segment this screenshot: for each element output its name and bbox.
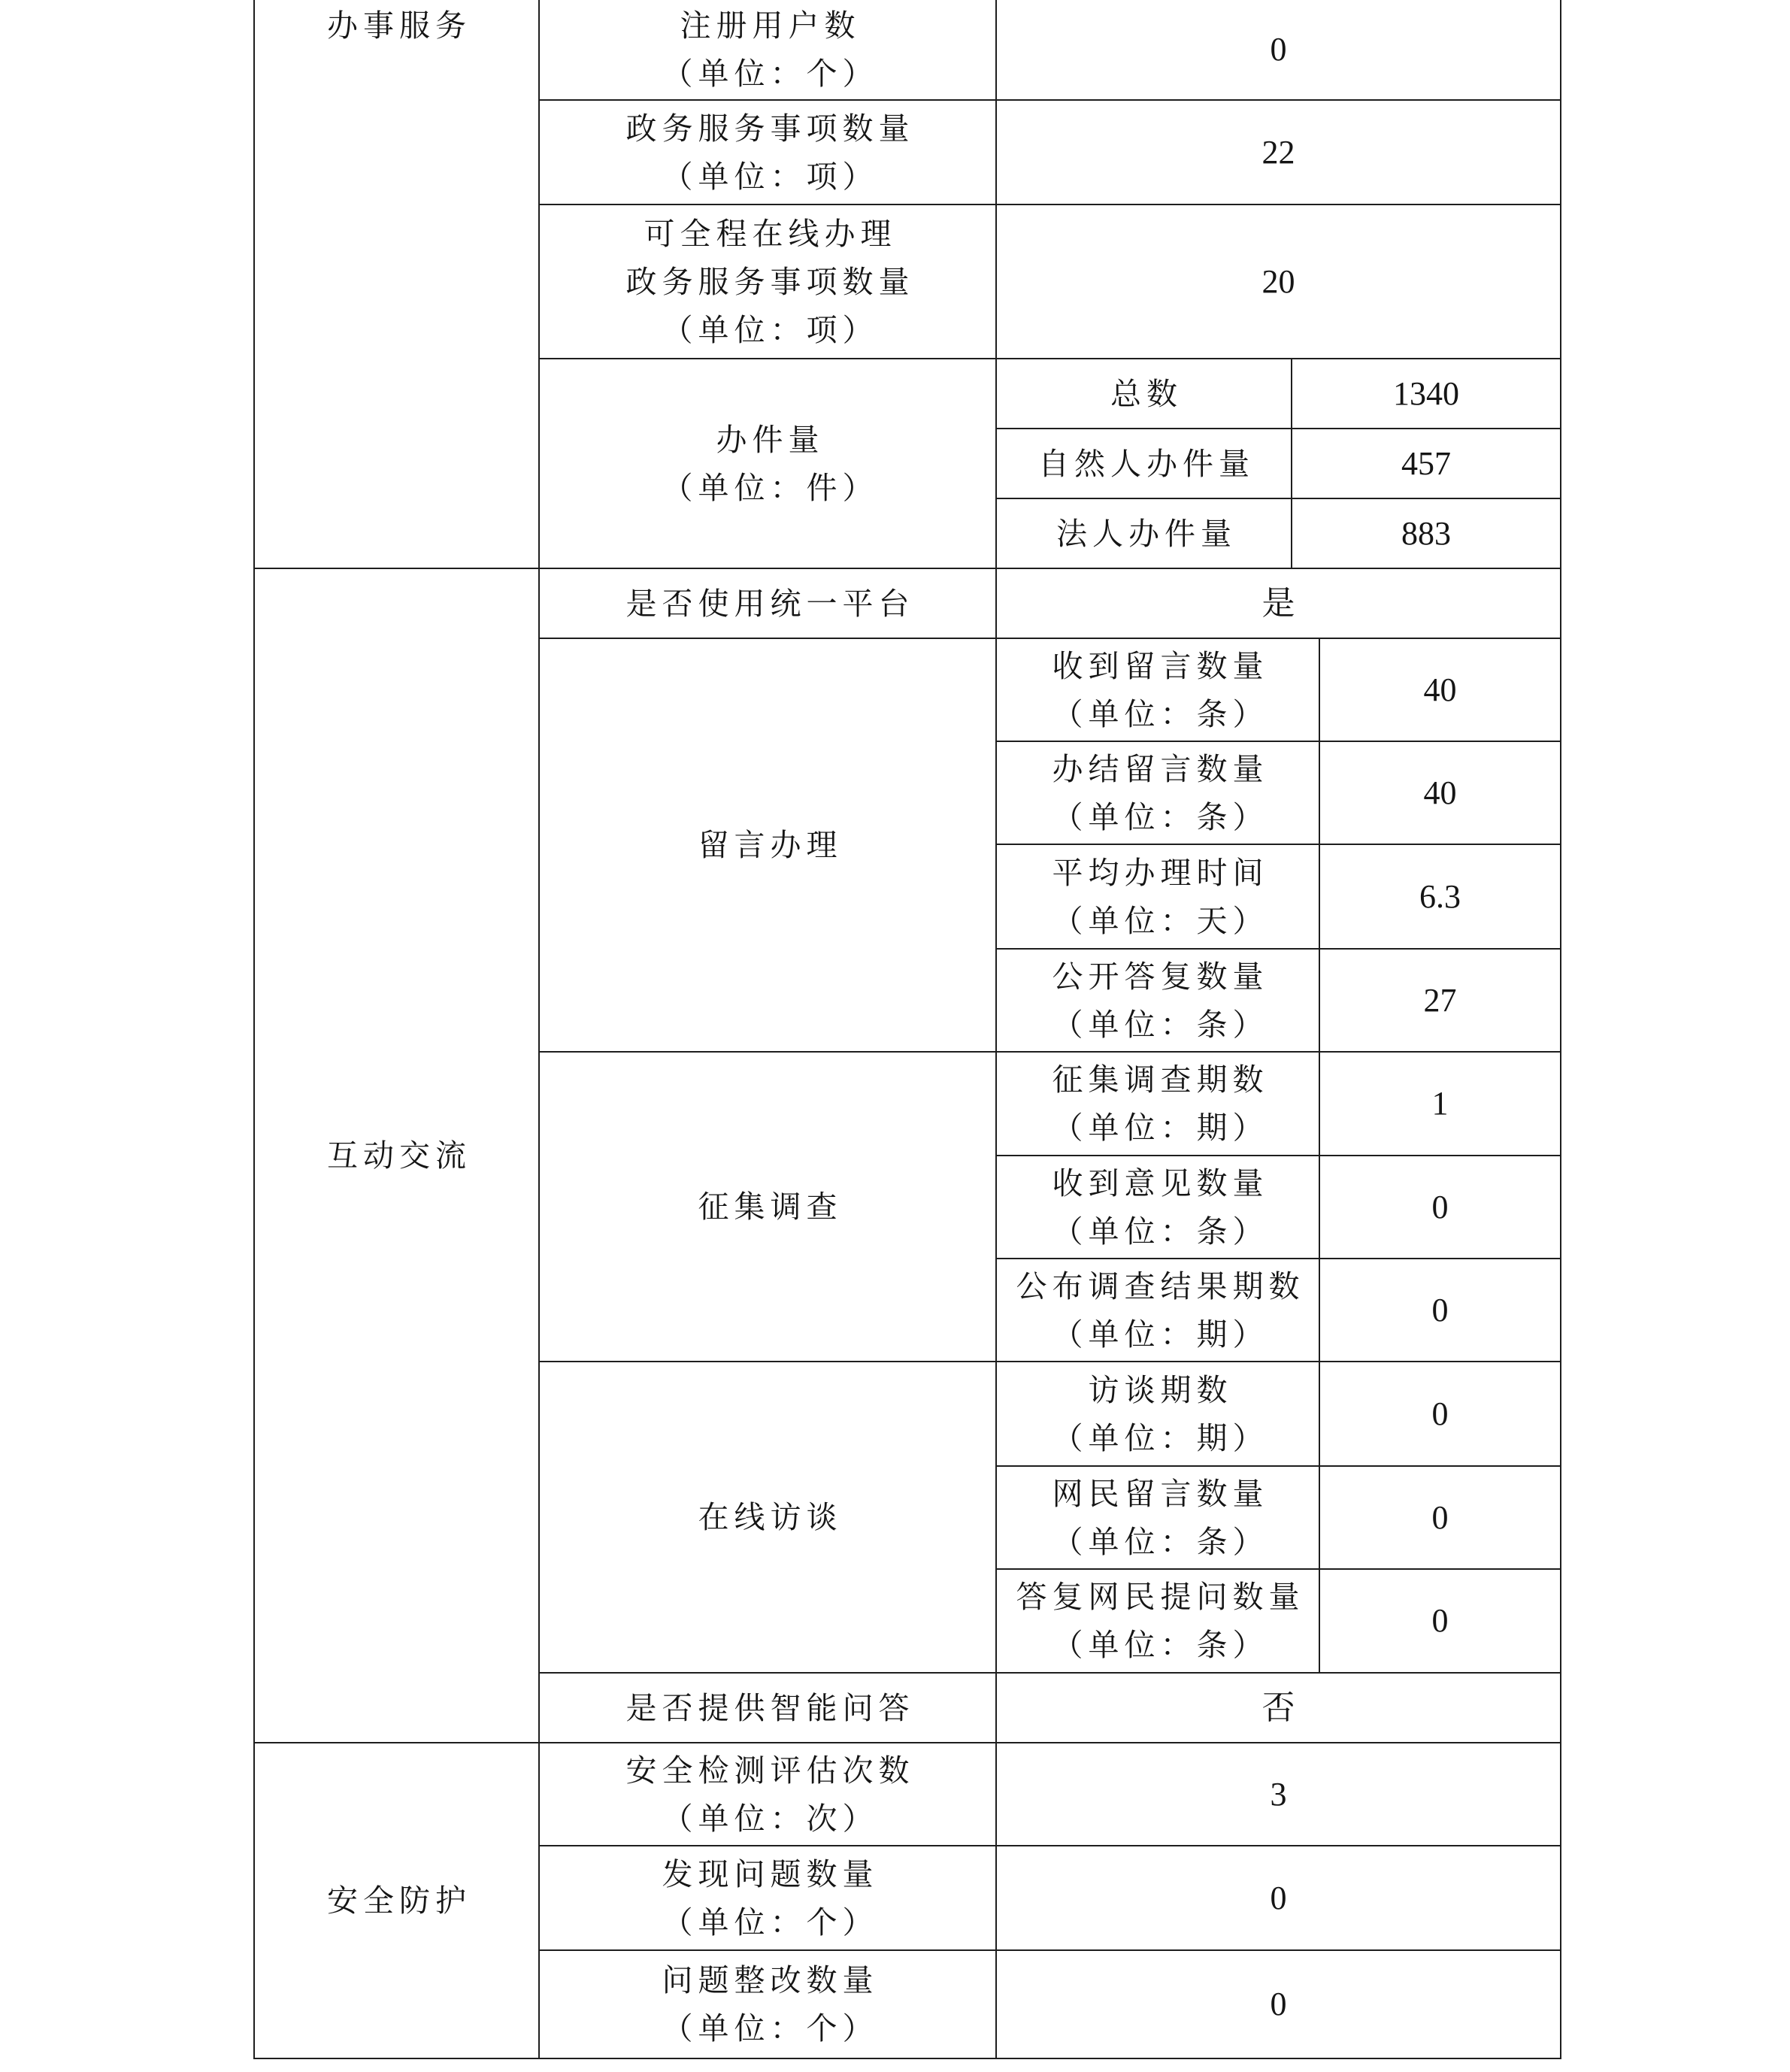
- label-line: 平均办理时间: [1052, 855, 1269, 890]
- cases-total-value: 1340: [1292, 359, 1561, 429]
- cases-legal-person-label: 法人办件量: [996, 498, 1292, 568]
- section-title: 互动交流: [327, 1138, 471, 1173]
- cases-natural-person-label: 自然人办件量: [996, 429, 1292, 498]
- interviews-replies-label: [996, 1569, 1319, 1673]
- label-line: （单位：期）: [1052, 1316, 1269, 1352]
- label-line: 答复网民提问数量: [1016, 1580, 1305, 1614]
- security-issues-fixed-label: [539, 1950, 996, 2058]
- statistics-table: [253, 0, 1561, 2059]
- label-line: （单位：期）: [1052, 1420, 1269, 1456]
- security-issues-fixed-value: 0: [996, 1950, 1561, 2058]
- label-line: （单位：项）: [662, 159, 879, 194]
- cases-total-label: 总数: [996, 359, 1292, 429]
- service-items-label: [539, 100, 996, 204]
- section-interaction: [254, 568, 539, 1743]
- label-line: 办件量: [716, 422, 825, 457]
- label-line: 问题整改数量: [662, 1963, 879, 1998]
- label-line: 访谈期数: [1088, 1372, 1233, 1407]
- interviews-replies-value: 0: [1319, 1569, 1561, 1673]
- section-title: 安全防护: [327, 1883, 471, 1918]
- table-row: [254, 1743, 1561, 1846]
- label-line: （单位：条）: [1052, 1007, 1269, 1042]
- section-title: 办事服务: [327, 8, 471, 43]
- interviews-messages-value: 0: [1319, 1466, 1561, 1569]
- label-line: （单位：期）: [1052, 1110, 1269, 1145]
- cases-natural-person-value: 457: [1292, 429, 1561, 498]
- security-checks-label: [539, 1743, 996, 1846]
- label-line: （单位：条）: [1052, 799, 1269, 835]
- cases-label: [539, 359, 996, 568]
- unified-platform-value: 是: [996, 568, 1561, 638]
- registered-users-label: [539, 0, 996, 100]
- interviews-messages-label: [996, 1466, 1319, 1569]
- section-service: [254, 0, 539, 568]
- label-line: （单位：个）: [662, 2011, 879, 2046]
- messages-avg-time-value: 6.3: [1319, 844, 1561, 949]
- smart-qa-value: 否: [996, 1673, 1561, 1743]
- label-line: 安全检测评估次数: [625, 1752, 915, 1788]
- service-items-value: 22: [996, 100, 1561, 204]
- label-line: （单位：条）: [1052, 1213, 1269, 1249]
- messages-received-value: 40: [1319, 638, 1561, 741]
- label-line: （单位：条）: [1052, 1524, 1269, 1559]
- interviews-periods-value: 0: [1319, 1362, 1561, 1466]
- label-line: 征集调查期数: [1052, 1062, 1269, 1097]
- unified-platform-label: 是否使用统一平台: [539, 568, 996, 638]
- surveys-group-label: 征集调查: [539, 1052, 996, 1362]
- label-line: 公布调查结果期数: [1016, 1268, 1305, 1304]
- label-line: 公开答复数量: [1052, 959, 1269, 994]
- label-line: （单位：条）: [1052, 1628, 1269, 1662]
- label-line: 网民留言数量: [1052, 1476, 1269, 1511]
- interviews-periods-label: [996, 1362, 1319, 1466]
- surveys-periods-label: [996, 1052, 1319, 1156]
- label-line: （单位：次）: [662, 1801, 879, 1836]
- label-line: （单位：项）: [662, 312, 879, 347]
- surveys-opinions-value: 0: [1319, 1156, 1561, 1259]
- messages-closed-value: 40: [1319, 741, 1561, 844]
- security-issues-found-label: [539, 1846, 996, 1950]
- messages-public-replies-value: 27: [1319, 949, 1561, 1052]
- label-line: 发现问题数量: [662, 1856, 879, 1892]
- cases-legal-person-value: 883: [1292, 498, 1561, 568]
- label-line: 注册用户数: [680, 8, 861, 43]
- label-line: （单位：件）: [662, 470, 879, 505]
- label-line: 收到留言数量: [1052, 648, 1269, 683]
- section-security: [254, 1743, 539, 2058]
- label-line: 政务服务事项数量: [625, 264, 915, 299]
- surveys-results-value: 0: [1319, 1259, 1561, 1362]
- online-items-value: 20: [996, 204, 1561, 359]
- label-line: （单位：个）: [662, 1904, 879, 1940]
- table-row: [254, 568, 1561, 638]
- surveys-results-label: [996, 1259, 1319, 1362]
- security-issues-found-value: 0: [996, 1846, 1561, 1950]
- surveys-periods-value: 1: [1319, 1052, 1561, 1156]
- messages-group-label: 留言办理: [539, 638, 996, 1052]
- messages-closed-label: [996, 741, 1319, 844]
- registered-users-value: 0: [996, 0, 1561, 100]
- online-items-label: [539, 204, 996, 359]
- interviews-group-label: 在线访谈: [539, 1362, 996, 1673]
- table-row: [254, 0, 1561, 100]
- messages-received-label: [996, 638, 1319, 741]
- label-line: （单位：天）: [1052, 903, 1269, 938]
- label-line: 可全程在线办理: [644, 216, 897, 251]
- surveys-opinions-label: [996, 1156, 1319, 1259]
- label-line: 办结留言数量: [1052, 751, 1269, 786]
- label-line: （单位：条）: [1052, 696, 1269, 732]
- messages-avg-time-label: [996, 844, 1319, 949]
- label-line: （单位：个）: [662, 56, 879, 91]
- security-checks-value: 3: [996, 1743, 1561, 1846]
- label-line: 收到意见数量: [1052, 1165, 1269, 1201]
- label-line: 政务服务事项数量: [625, 111, 915, 146]
- smart-qa-label: 是否提供智能问答: [539, 1673, 996, 1743]
- messages-public-replies-label: [996, 949, 1319, 1052]
